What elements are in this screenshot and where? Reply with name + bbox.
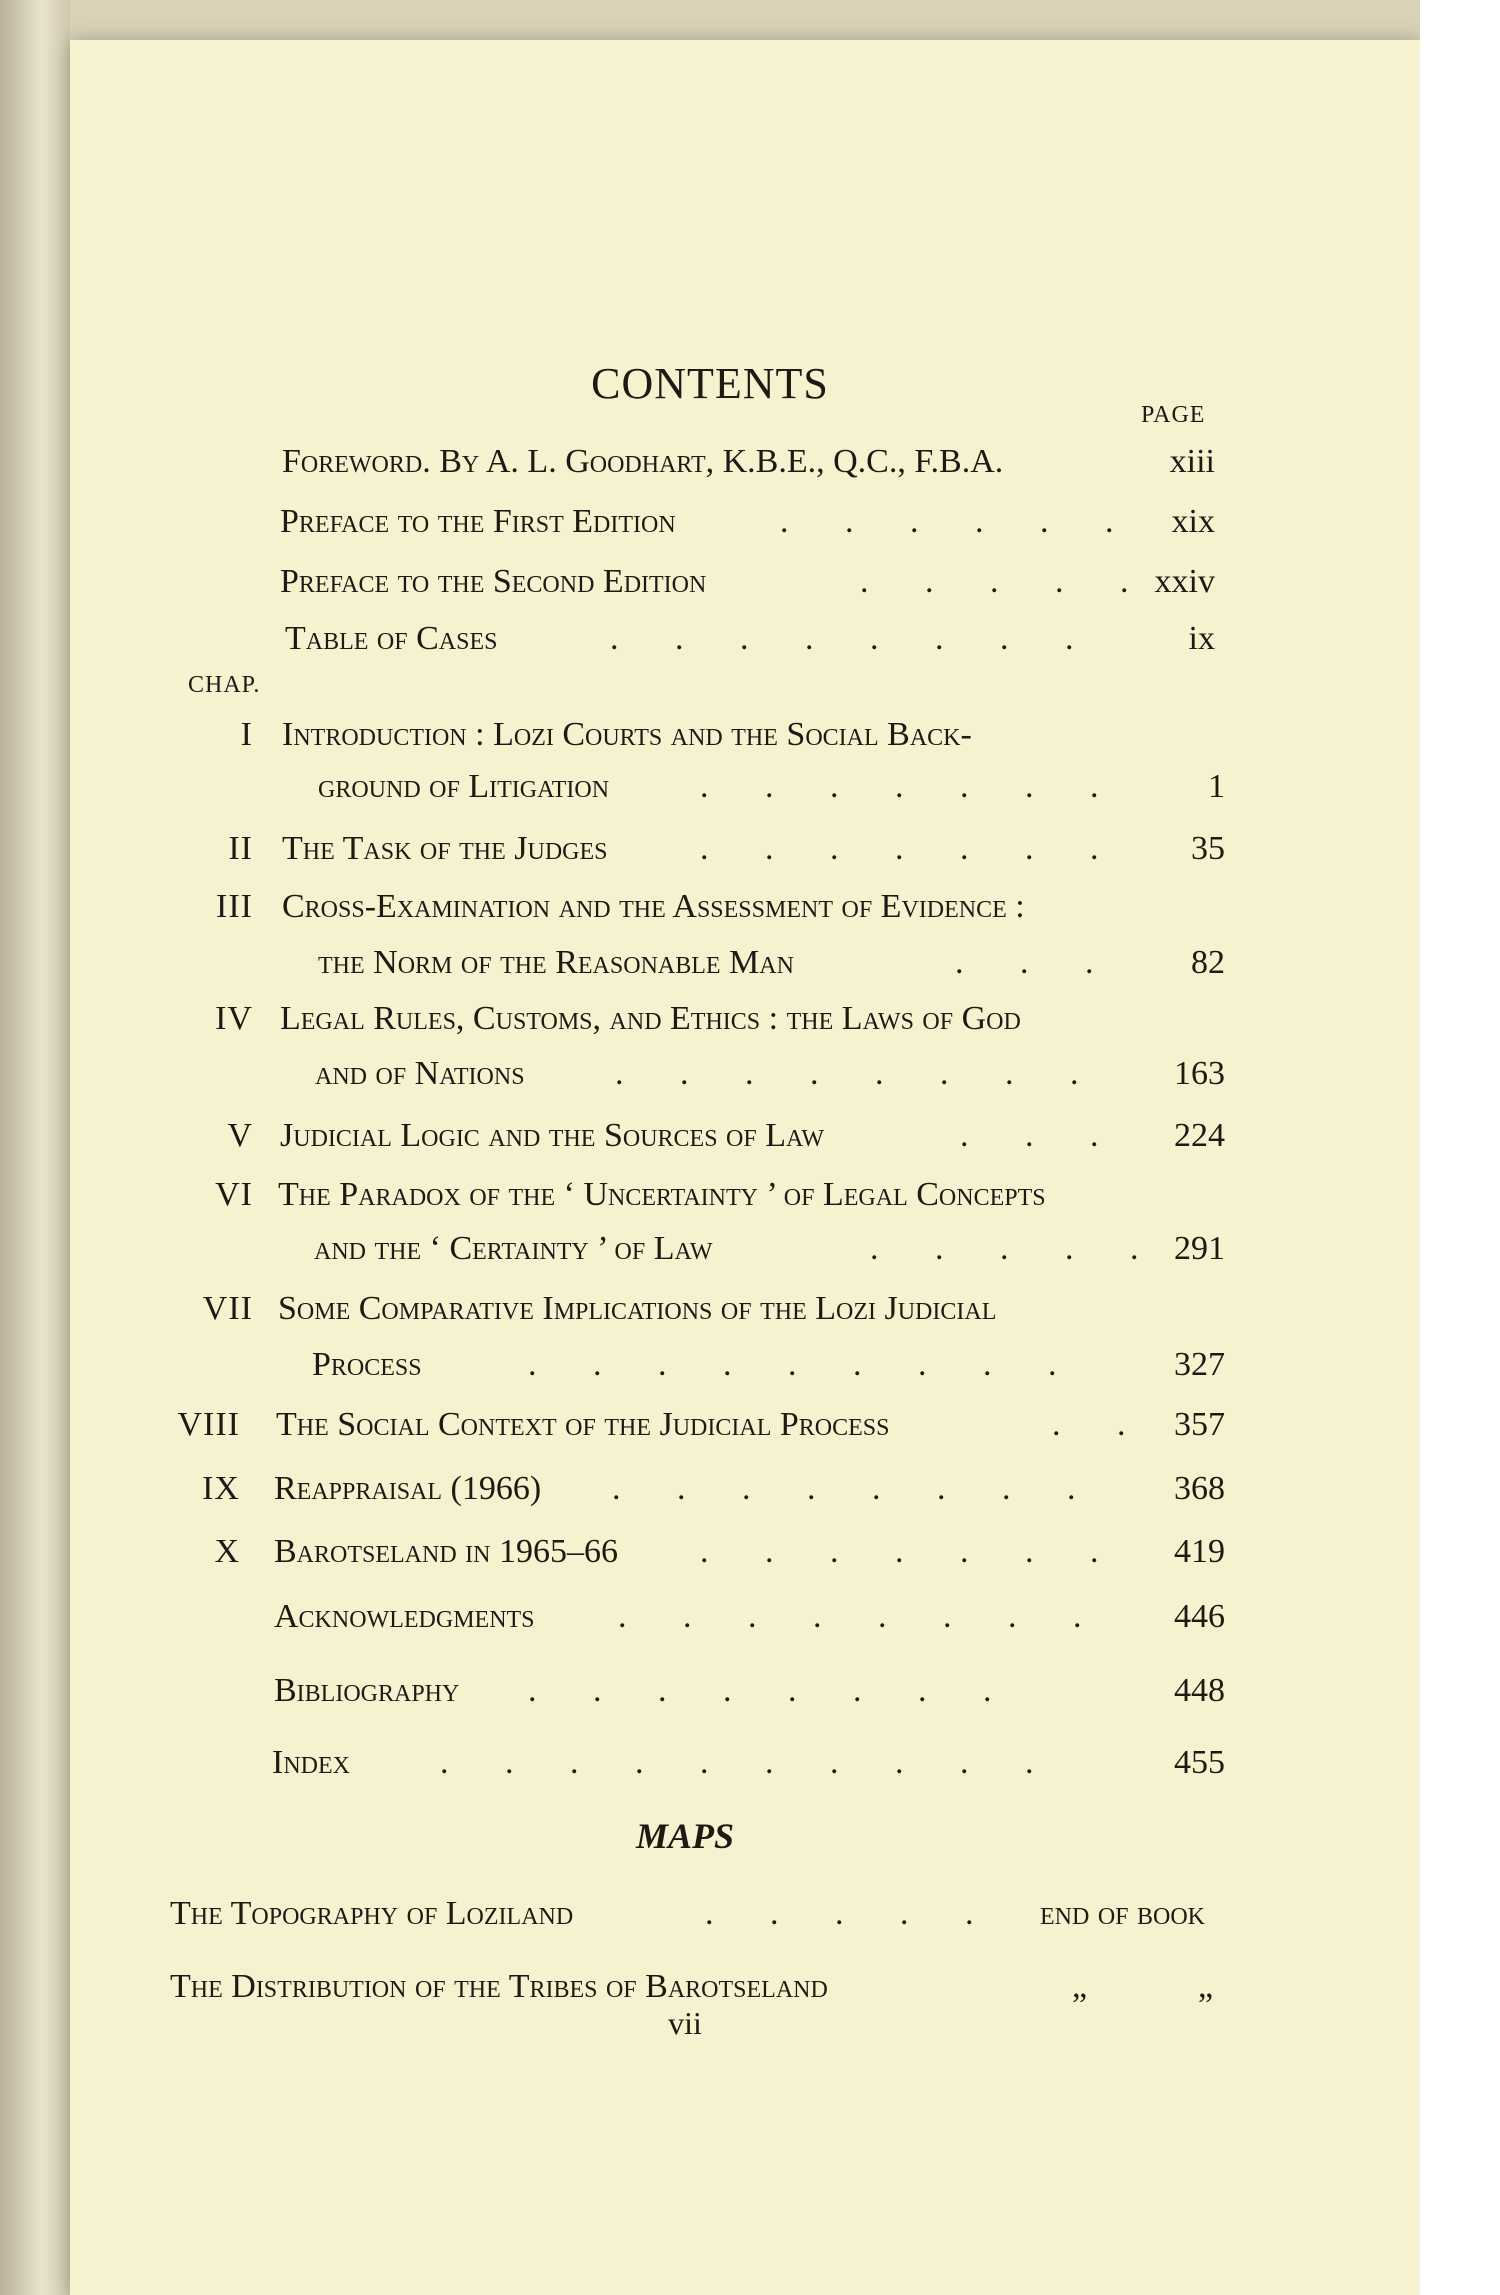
- maps-heading: MAPS: [635, 1816, 735, 1856]
- leader-dots: . . . . .: [860, 563, 1153, 600]
- toc-page-bibliography: 448: [1174, 1672, 1225, 1709]
- toc-chapter-page: 1: [1208, 768, 1225, 805]
- page-title: CONTENTS: [591, 359, 829, 408]
- chapter-number: II: [228, 830, 253, 867]
- page-column-heading: PAGE: [1141, 402, 1206, 428]
- leader-dots: . . . . . .: [780, 503, 1138, 540]
- toc-entry-foreword: Foreword. By A. L. Goodhart, K.B.E., Q.C., F.B.A.: [282, 443, 1004, 480]
- toc-chapter-title: The Social Context of the Judicial Process: [276, 1406, 890, 1443]
- leader-dots: . . . . . . . .: [612, 1470, 1100, 1507]
- map-entry-topography: The Topography of Loziland: [170, 1895, 574, 1932]
- toc-chapter-title-cont: ground of Litigation: [318, 768, 610, 805]
- toc-entry-preface-first: Preface to the First Edition: [280, 503, 676, 540]
- toc-chapter-title-cont: the Norm of the Reasonable Man: [318, 944, 794, 981]
- map-location: end of book: [1040, 1895, 1206, 1932]
- leader-dots: . . . . .: [705, 1895, 998, 1932]
- toc-chapter-page: 35: [1191, 830, 1225, 867]
- toc-chapter-title-cont: Process: [312, 1346, 422, 1383]
- leader-dots: . . . . . . . .: [618, 1598, 1106, 1635]
- toc-chapter-page: 327: [1174, 1346, 1225, 1383]
- toc-chapter-page: 163: [1174, 1055, 1225, 1092]
- toc-chapter-title-cont: and of Nations: [315, 1055, 525, 1092]
- chapter-number: X: [214, 1533, 240, 1570]
- chapter-number: VII: [202, 1290, 253, 1327]
- toc-chapter-title: Some Comparative Implications of the Lozi Judicial: [278, 1290, 997, 1327]
- toc-chapter-page: 357: [1174, 1406, 1225, 1443]
- leader-dots: . . .: [955, 944, 1118, 981]
- toc-chapter-title: Introduction : Lozi Courts and the Social Back-: [282, 716, 972, 753]
- leader-dots: . . . . . . .: [700, 830, 1123, 867]
- toc-page-acknowledgments: 446: [1174, 1598, 1225, 1635]
- leader-dots: . . . . . . . .: [528, 1672, 1016, 1709]
- chapter-number: IX: [202, 1470, 240, 1507]
- leader-dots: . . . . . . . . .: [528, 1346, 1081, 1383]
- leader-dots: . . . . . . . . . .: [440, 1744, 1058, 1781]
- toc-chapter-page: 419: [1174, 1533, 1225, 1570]
- toc-page-preface-first: xix: [1171, 503, 1215, 540]
- toc-chapter-title: Judicial Logic and the Sources of Law: [280, 1117, 825, 1154]
- chapter-number: VI: [215, 1176, 253, 1213]
- toc-entry-preface-second: Preface to the Second Edition: [280, 563, 707, 600]
- toc-chapter-title: The Task of the Judges: [282, 830, 608, 867]
- toc-chapter-page: 224: [1174, 1117, 1225, 1154]
- toc-chapter-title: Cross-Examination and the Assessment of Evidence :: [282, 888, 1025, 925]
- leader-dots: . . . . . . .: [700, 768, 1123, 805]
- page-number: vii: [668, 2005, 702, 2041]
- toc-entry-bibliography: Bibliography: [274, 1672, 460, 1709]
- toc-chapter-title: Reappraisal (1966): [274, 1470, 542, 1507]
- toc-page-preface-second: xxiv: [1154, 563, 1215, 600]
- chapter-number: I: [240, 716, 253, 753]
- toc-page-foreword: xiii: [1169, 443, 1215, 480]
- toc-chapter-title: Legal Rules, Customs, and Ethics : the Laws of God: [280, 1000, 1021, 1037]
- ditto-mark: „: [1072, 1968, 1088, 2005]
- toc-chapter-page: 82: [1191, 944, 1225, 981]
- background: [1420, 0, 1500, 2295]
- ditto-mark: „: [1198, 1968, 1214, 2005]
- chapter-number: V: [227, 1117, 253, 1154]
- chapter-column-heading: CHAP.: [188, 672, 261, 698]
- leader-dots: . . . . . . . .: [615, 1055, 1103, 1092]
- toc-page-index: 455: [1174, 1744, 1225, 1781]
- leader-dots: . . . . . . . .: [610, 620, 1098, 657]
- map-entry-distribution: The Distribution of the Tribes of Barotseland: [170, 1968, 828, 2005]
- chapter-number: III: [216, 888, 253, 925]
- toc-entry-index: Index: [272, 1744, 350, 1781]
- chapter-number: IV: [215, 1000, 253, 1037]
- toc-chapter-title: Barotseland in 1965–66: [274, 1533, 618, 1570]
- toc-entry-table-of-cases: Table of Cases: [285, 620, 498, 657]
- toc-chapter-page: 291: [1174, 1230, 1225, 1267]
- leader-dots: . . .: [960, 1117, 1123, 1154]
- leader-dots: . . . . . . .: [700, 1533, 1123, 1570]
- toc-page-table-of-cases: ix: [1188, 620, 1215, 657]
- toc-entry-acknowledgments: Acknowledgments: [274, 1598, 535, 1635]
- toc-chapter-page: 368: [1174, 1470, 1225, 1507]
- leader-dots: . . . . .: [870, 1230, 1163, 1267]
- chapter-number: VIII: [177, 1406, 240, 1443]
- leader-dots: . .: [1052, 1406, 1150, 1443]
- toc-chapter-title: The Paradox of the ‘ Uncertainty ’ of Legal Concepts: [278, 1176, 1046, 1213]
- toc-chapter-title-cont: and the ‘ Certainty ’ of Law: [314, 1230, 713, 1267]
- adjacent-page-edge: [0, 0, 70, 2295]
